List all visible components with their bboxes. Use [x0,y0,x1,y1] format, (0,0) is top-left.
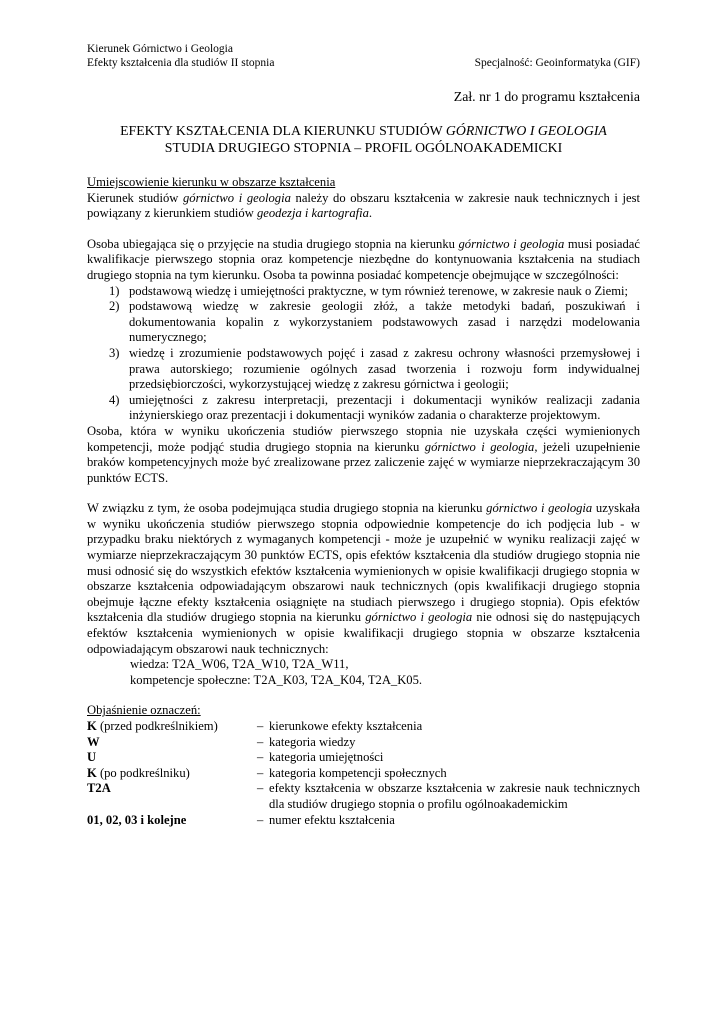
title-prefix: EFEKTY KSZTAŁCENIA DLA KIERUNKU STUDIÓW [120,123,446,138]
title-subtitle: STUDIA DRUGIEGO STOPNIA – PROFIL OGÓLNOAKADEMICKI [164,140,563,155]
legend-row: W – kategoria wiedzy [87,734,356,749]
supplement-paragraph: Osoba, która w wyniku ukończenia studiów pierwszego stopnia nie uzyskała części wymienionych kompetencji, może podjąć studia drugiego stopnia na kierunku górnictwo i geologia, jeżeli uzupełnienie braków kompetencyjnych może być zrealizowane przez zaliczenie zajęć w wymiarze nieprzekraczającym 30 punktów ECTS. [87,423,640,485]
list-item: 4) umiejętności z zakresu interpretacji, prezentacji i dokumentacji wyników realizacji zadania inżynierskiego oraz prezentacji i dokumentacji wyników zadania o charakterze projektowym. [109,392,640,423]
legend-table [87,719,640,828]
placement-paragraph: Kierunek studiów górnictwo i geologia należy do obszaru kształcenia w zakresie nauk technicznych i jest powiązany z kierunkiem studiów geodezja i kartografia. [87,190,640,221]
competence-list [87,284,640,424]
candidate-paragraph: Osoba ubiegająca się o przyjęcie na studia drugiego stopnia na kierunku górnictwo i geologia musi posiadać kwalifikacje pierwszego stopnia oraz kompetencje niezbędne do kontynuowania kształcenia na studiach drugiego stopnia na tym kierunku. Osoba ta powinna posiadać kompetencje obejmujące w szczególności: [87,236,640,282]
legend-row: K (po podkreślniku) – kategoria kompetencji społecznych [87,765,447,780]
consequence-paragraph: W związku z tym, że osoba podejmująca studia drugiego stopnia na kierunku górnictwo i geologia uzyskała w wyniku ukończenia studiów pierwszego stopnia odpowiednie kompetencje do ich podjęcia lub - w przypadku braku niektórych z wymaganych kompetencji - może je uzupełnić w wyniku realizacji zajęć w wymiarze nieprzekraczającym 30 punktów ECTS, opis efektów kształcenia dla studiów drugiego stopnia nie musi odnosić się do wszystkich efektów kształcenia wymienionych w opisie kwalifikacji drugiego stopnia w obszarze kształcenia odpowiadającym obszarowi nauk technicznych (opis kwalifikacji drugiego stopnia obejmuje łączne efekty kształcenia osiągnięte na studiach pierwszego i drugiego stopnia). Opis efektów kształcenia dla studiów drugiego stopnia na kierunku górnictwo i geologia nie odnosi się do następujących efektów kształcenia wymienionych w opisie kwalifikacji drugiego stopnia w obszarze kształcenia odpowiadającym obszarowi nauk technicznych: [87,501,640,656]
placement-heading: Umiejscowienie kierunku w obszarze kształcenia [87,175,336,189]
legend-row: T2A – efekty kształcenia w obszarze kształcenia w zakresie nauk technicznych dla studiów drugiego stopnia o profilu ogólnoakademickim [87,781,640,811]
attachment-note: Zał. nr 1 do programu kształcenia [453,89,640,104]
list-item: 2) podstawową wiedzę w zakresie geologii złóż, a także metodyki badań, poszukiwań i dokumentowania kopalin z wykorzystaniem podstawowych zasad i narzędzi modelowania numerycznego; [109,299,640,345]
document-title [87,122,640,156]
legend-row: U – kategoria umiejętności [87,750,384,765]
document-page [87,42,640,828]
excluded-knowledge: wiedza: T2A_W06, T2A_W10, T2A_W11, [130,657,349,672]
list-item: 3) wiedzę i zrozumienie podstawowych pojęć i zasad z zakresu ochrony własności przemysłowej i prawa autorskiego; rozumienie ogólnych zasad tworzenia i rozwoju form indywidualnej przedsiębiorczości, wykorzystującej wiedzę z zakresu górnictwa i geologii; [109,345,640,392]
list-item: 1) podstawową wiedzę i umiejętności praktyczne, w tym również terenowe, w zakresie nauk o Ziemi; [109,283,629,298]
header-level: Efekty kształcenia dla studiów II stopnia [87,57,275,69]
legend-row: 01, 02, 03 i kolejne – numer efektu kształcenia [87,812,395,827]
legend-heading: Objaśnienie oznaczeń: [87,703,201,718]
header-specialty: Specjalność: Geoinformatyka (GIF) [474,57,640,69]
excluded-social: kompetencje społeczne: T2A_K03, T2A_K04, T2A_K05. [130,672,423,687]
title-field: GÓRNICTWO I GEOLOGIA [445,123,607,138]
legend-row: K (przed podkreślnikiem) – kierunkowe efekty kształcenia [87,719,423,733]
page-header [87,42,640,70]
header-field: Kierunek Górnictwo i Geologia [87,43,233,55]
